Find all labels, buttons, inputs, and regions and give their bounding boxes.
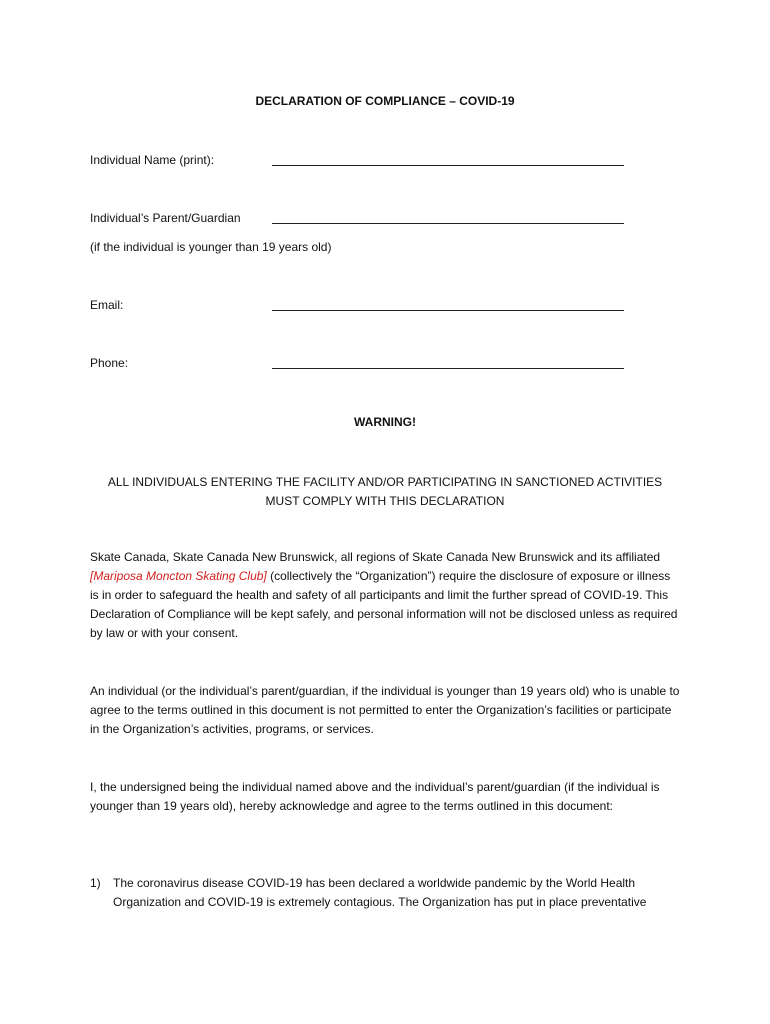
email-label: Email: xyxy=(90,298,124,312)
organization-paragraph xyxy=(90,548,680,643)
parent-guardian-line[interactable] xyxy=(272,223,624,224)
email-line[interactable] xyxy=(272,310,624,311)
individual-name-field[interactable] xyxy=(90,153,630,171)
compliance-notice: ALL INDIVIDUALS ENTERING THE FACILITY AND/OR PARTICIPATING IN SANCTIONED ACTIVITIES MUST COMPLY WITH THIS DECLARATION xyxy=(107,475,663,508)
club-name: [Mariposa Moncton Skating Club] xyxy=(90,569,267,583)
parent-guardian-label: Individual’s Parent/Guardian xyxy=(90,211,241,225)
parent-guardian-field[interactable] xyxy=(90,211,630,229)
phone-line[interactable] xyxy=(272,368,624,369)
organization-text-after: (collectively the “Organization”) require the disclosure of exposure or illness is in order to safeguard the health and safety of all participants and limit the further spread of COVID-19. This Declaration of Compliance will be kept safely, and personal information will not be disclosed unless as required by law or with your consent. xyxy=(90,569,678,640)
individual-name-line[interactable] xyxy=(272,165,624,166)
document-title: DECLARATION OF COMPLIANCE – COVID-19 xyxy=(255,94,515,108)
warning-heading: WARNING! xyxy=(354,415,416,429)
email-field[interactable] xyxy=(90,298,630,316)
individual-name-label: Individual Name (print): xyxy=(90,153,215,167)
eligibility-paragraph: An individual (or the individual’s parent/guardian, if the individual is younger than 19 years old) who is unable to agree to the terms outlined in this document is not permitted to enter the Organization’s facilities or participate in the Organization’s activities, programs, or services. xyxy=(90,684,680,736)
phone-field[interactable] xyxy=(90,356,630,374)
phone-label: Phone: xyxy=(90,356,129,370)
list-item-number: 1) xyxy=(90,876,101,890)
list-item-text: The coronavirus disease COVID-19 has been declared a worldwide pandemic by the World Health Organization and COVID-19 is extremely contagious. The Organization has put in place preventative xyxy=(113,876,647,909)
organization-text-before: Skate Canada, Skate Canada New Brunswick, all regions of Skate Canada New Brunswick and its affiliated xyxy=(90,550,661,564)
guardian-age-note: (if the individual is younger than 19 years old) xyxy=(90,240,332,254)
acknowledgement-paragraph: I, the undersigned being the individual named above and the individual’s parent/guardian (if the individual is younger than 19 years old), hereby acknowledge and agree to the terms outlined in this document: xyxy=(90,780,660,813)
